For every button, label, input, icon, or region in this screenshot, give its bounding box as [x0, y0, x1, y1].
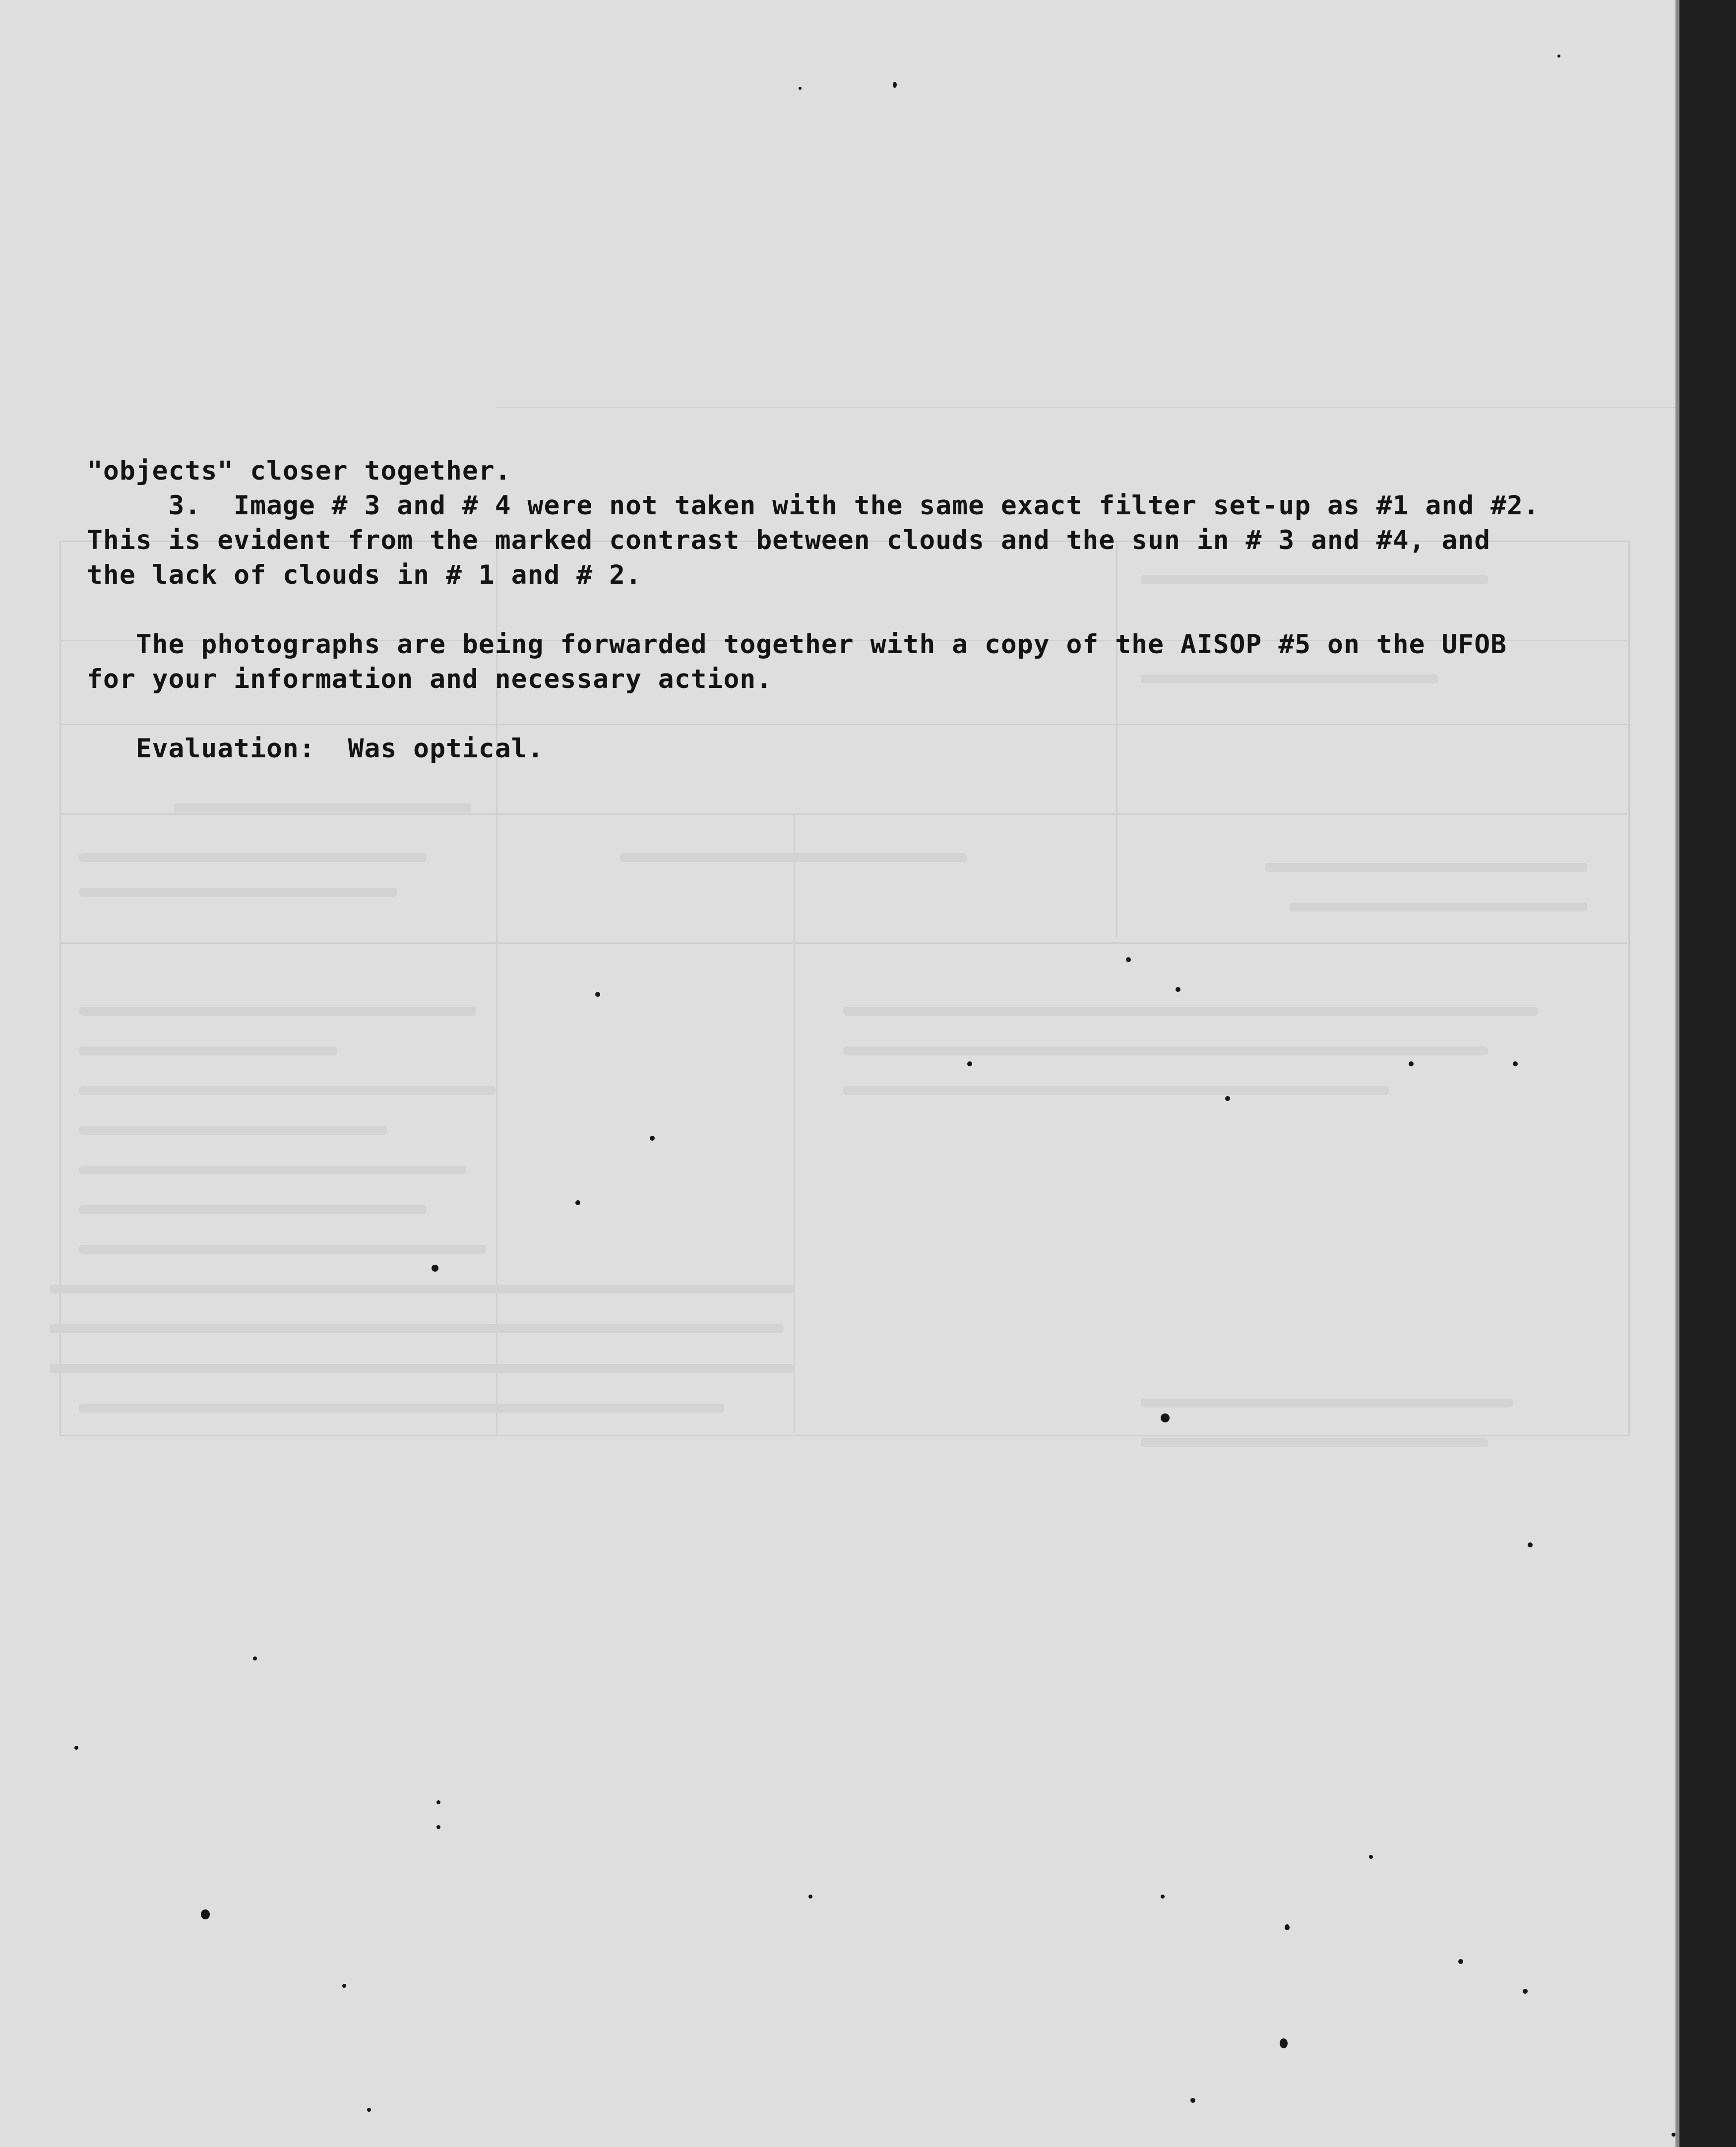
ghost-form-divider	[794, 813, 795, 1433]
speck	[367, 2108, 371, 2112]
speck	[1126, 957, 1131, 962]
speck	[650, 1136, 655, 1141]
speck	[1369, 1855, 1373, 1859]
ghost-text	[174, 803, 471, 812]
text-line: the lack of clouds in # 1 and # 2.	[87, 560, 642, 590]
speck	[253, 1656, 257, 1660]
evaluation-line: Evaluation: Was optical.	[87, 734, 544, 764]
ghost-text	[79, 1404, 724, 1412]
ghost-text	[79, 1046, 337, 1055]
ghost-form-divider	[1116, 541, 1117, 937]
ghost-text	[843, 1086, 1389, 1095]
text-line: "objects" closer together.	[87, 456, 511, 486]
ghost-text	[50, 1364, 794, 1373]
ghost-text	[50, 1285, 794, 1293]
speck	[1176, 987, 1180, 992]
closing-paragraph-line: The photographs are being forwarded together with a copy of the AISOP #5 on the UFOB	[87, 629, 1507, 660]
ghost-text	[1141, 1399, 1513, 1408]
speck	[1557, 55, 1560, 58]
ghost-text	[79, 1205, 427, 1214]
speck	[342, 1984, 346, 1988]
speck	[74, 1746, 78, 1750]
speck	[436, 1825, 440, 1829]
speck	[967, 1061, 972, 1066]
ghost-form-rule	[60, 813, 1627, 815]
speck	[1190, 2098, 1195, 2103]
ghost-text	[50, 1324, 784, 1333]
speck	[436, 1800, 440, 1804]
speck	[1161, 1895, 1165, 1899]
ghost-text	[843, 1007, 1538, 1016]
speck	[1523, 1989, 1528, 1994]
speck	[201, 1909, 210, 1919]
speck	[1458, 1959, 1463, 1964]
ghost-text	[79, 1245, 486, 1254]
speck	[595, 992, 600, 997]
ghost-text	[843, 1046, 1488, 1055]
ghost-form-rule	[60, 942, 1627, 944]
ghost-form-rule	[60, 724, 1627, 725]
speck	[893, 82, 897, 88]
ghost-text	[79, 1126, 387, 1135]
speck	[799, 87, 802, 90]
ghost-text	[1141, 675, 1438, 683]
speck	[1528, 1542, 1533, 1547]
text-line: This is evident from the marked contrast between clouds and the sun in # 3 and #4, and	[87, 525, 1491, 555]
scan-edge	[1675, 0, 1736, 2147]
ghost-text	[1141, 575, 1488, 584]
speck	[1409, 1061, 1414, 1066]
speck	[1225, 1096, 1230, 1101]
speck	[1161, 1413, 1170, 1422]
ghost-text	[620, 853, 967, 862]
speck	[808, 1895, 812, 1899]
closing-paragraph-line: for your information and necessary action.	[87, 664, 773, 694]
speck	[1285, 1924, 1290, 1930]
ghost-text	[1290, 903, 1587, 912]
ghost-text	[79, 888, 397, 897]
ghost-text	[79, 1166, 466, 1174]
speck	[1280, 2038, 1288, 2048]
speck	[575, 1200, 580, 1205]
speck	[1672, 2133, 1675, 2137]
ghost-text	[1141, 1438, 1488, 1447]
speck	[432, 1265, 438, 1272]
speck	[1513, 1061, 1518, 1066]
ghost-form-rule	[496, 407, 1736, 408]
scan-edge-highlight	[1675, 0, 1679, 2147]
ghost-text	[79, 1086, 496, 1095]
ghost-text	[79, 853, 427, 862]
ghost-text	[1265, 863, 1587, 872]
text-line: 3. Image # 3 and # 4 were not taken with the same exact filter set-up as #1 and #2.	[87, 491, 1540, 521]
ghost-text	[79, 1007, 476, 1016]
